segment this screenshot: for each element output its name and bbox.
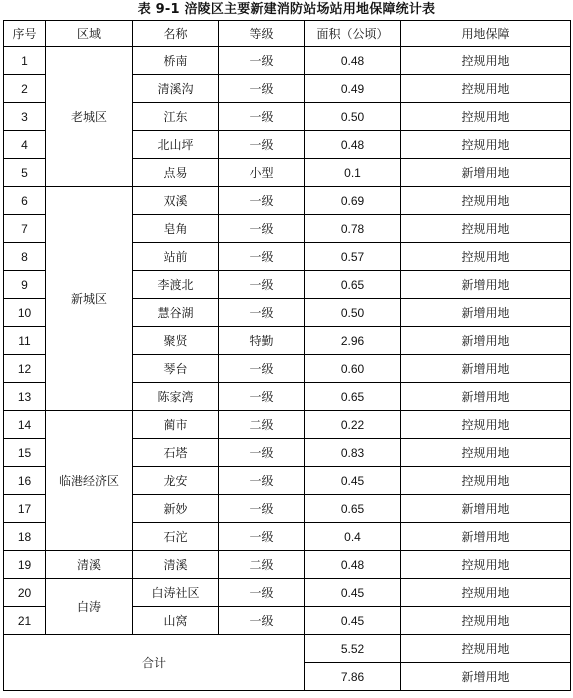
cell-district: 新城区 xyxy=(46,187,133,411)
cell-name: 皂角 xyxy=(133,215,219,243)
header-grade: 等级 xyxy=(219,21,305,47)
cell-area: 0.45 xyxy=(305,467,401,495)
cell-area: 0.60 xyxy=(305,355,401,383)
cell-index: 21 xyxy=(4,607,46,635)
cell-district: 老城区 xyxy=(46,47,133,187)
cell-index: 8 xyxy=(4,243,46,271)
cell-area: 0.50 xyxy=(305,299,401,327)
cell-area: 0.48 xyxy=(305,47,401,75)
cell-grade: 特勤 xyxy=(219,327,305,355)
cell-grade: 一级 xyxy=(219,467,305,495)
cell-guarantee: 控规用地 xyxy=(401,187,571,215)
cell-area: 0.4 xyxy=(305,523,401,551)
cell-guarantee: 新增用地 xyxy=(401,327,571,355)
cell-grade: 一级 xyxy=(219,495,305,523)
cell-area: 0.48 xyxy=(305,551,401,579)
header-district: 区域 xyxy=(46,21,133,47)
cell-area: 0.69 xyxy=(305,187,401,215)
cell-name: 龙安 xyxy=(133,467,219,495)
cell-index: 1 xyxy=(4,47,46,75)
table-row xyxy=(4,579,571,607)
cell-grade: 一级 xyxy=(219,579,305,607)
cell-name: 陈家湾 xyxy=(133,383,219,411)
cell-area: 0.65 xyxy=(305,383,401,411)
cell-area: 0.65 xyxy=(305,495,401,523)
cell-name: 站前 xyxy=(133,243,219,271)
total-guarantee-planned: 控规用地 xyxy=(401,635,571,663)
cell-grade: 二级 xyxy=(219,411,305,439)
table-row xyxy=(4,411,571,439)
cell-guarantee: 控规用地 xyxy=(401,467,571,495)
cell-area: 0.49 xyxy=(305,75,401,103)
table-body xyxy=(4,47,571,635)
cell-index: 14 xyxy=(4,411,46,439)
cell-name: 李渡北 xyxy=(133,271,219,299)
cell-name: 琴台 xyxy=(133,355,219,383)
cell-grade: 一级 xyxy=(219,439,305,467)
cell-area: 0.57 xyxy=(305,243,401,271)
total-guarantee-new: 新增用地 xyxy=(401,663,571,691)
cell-index: 7 xyxy=(4,215,46,243)
cell-grade: 一级 xyxy=(219,215,305,243)
cell-guarantee: 控规用地 xyxy=(401,411,571,439)
total-row xyxy=(4,635,571,663)
cell-area: 0.45 xyxy=(305,607,401,635)
cell-name: 江东 xyxy=(133,103,219,131)
cell-index: 16 xyxy=(4,467,46,495)
header-index: 序号 xyxy=(4,21,46,47)
cell-index: 2 xyxy=(4,75,46,103)
cell-grade: 一级 xyxy=(219,103,305,131)
cell-area: 0.50 xyxy=(305,103,401,131)
fire-station-land-table xyxy=(3,20,571,691)
cell-index: 5 xyxy=(4,159,46,187)
total-label: 合计 xyxy=(4,635,305,691)
cell-district: 临港经济区 xyxy=(46,411,133,551)
cell-guarantee: 新增用地 xyxy=(401,495,571,523)
cell-name: 桥南 xyxy=(133,47,219,75)
cell-grade: 二级 xyxy=(219,551,305,579)
cell-index: 13 xyxy=(4,383,46,411)
cell-area: 0.45 xyxy=(305,579,401,607)
table-row xyxy=(4,47,571,75)
cell-name: 新妙 xyxy=(133,495,219,523)
cell-grade: 一级 xyxy=(219,271,305,299)
cell-index: 17 xyxy=(4,495,46,523)
header-guarantee: 用地保障 xyxy=(401,21,571,47)
cell-name: 清溪沟 xyxy=(133,75,219,103)
cell-guarantee: 新增用地 xyxy=(401,523,571,551)
cell-index: 19 xyxy=(4,551,46,579)
cell-grade: 一级 xyxy=(219,523,305,551)
cell-guarantee: 控规用地 xyxy=(401,215,571,243)
header-name: 名称 xyxy=(133,21,219,47)
cell-grade: 一级 xyxy=(219,187,305,215)
cell-grade: 一级 xyxy=(219,607,305,635)
cell-area: 2.96 xyxy=(305,327,401,355)
cell-guarantee: 控规用地 xyxy=(401,551,571,579)
cell-guarantee: 控规用地 xyxy=(401,131,571,159)
cell-grade: 一级 xyxy=(219,75,305,103)
cell-guarantee: 新增用地 xyxy=(401,159,571,187)
header-area: 面积（公顷） xyxy=(305,21,401,47)
cell-name: 点易 xyxy=(133,159,219,187)
cell-area: 0.83 xyxy=(305,439,401,467)
cell-area: 0.65 xyxy=(305,271,401,299)
cell-index: 6 xyxy=(4,187,46,215)
cell-guarantee: 新增用地 xyxy=(401,383,571,411)
cell-guarantee: 新增用地 xyxy=(401,355,571,383)
cell-guarantee: 新增用地 xyxy=(401,299,571,327)
cell-grade: 一级 xyxy=(219,243,305,271)
cell-guarantee: 控规用地 xyxy=(401,75,571,103)
cell-index: 3 xyxy=(4,103,46,131)
cell-guarantee: 控规用地 xyxy=(401,47,571,75)
cell-name: 慧谷湖 xyxy=(133,299,219,327)
cell-grade: 一级 xyxy=(219,131,305,159)
cell-index: 11 xyxy=(4,327,46,355)
cell-district: 清溪 xyxy=(46,551,133,579)
cell-name: 石塔 xyxy=(133,439,219,467)
cell-name: 双溪 xyxy=(133,187,219,215)
cell-name: 北山坪 xyxy=(133,131,219,159)
cell-name: 白涛社区 xyxy=(133,579,219,607)
cell-index: 4 xyxy=(4,131,46,159)
cell-name: 清溪 xyxy=(133,551,219,579)
cell-area: 0.1 xyxy=(305,159,401,187)
cell-guarantee: 控规用地 xyxy=(401,439,571,467)
cell-index: 20 xyxy=(4,579,46,607)
cell-grade: 一级 xyxy=(219,383,305,411)
header-row xyxy=(4,21,571,47)
cell-district: 白涛 xyxy=(46,579,133,635)
cell-index: 15 xyxy=(4,439,46,467)
cell-name: 石沱 xyxy=(133,523,219,551)
cell-grade: 小型 xyxy=(219,159,305,187)
cell-area: 0.78 xyxy=(305,215,401,243)
table-row xyxy=(4,187,571,215)
cell-area: 0.22 xyxy=(305,411,401,439)
cell-index: 10 xyxy=(4,299,46,327)
cell-index: 9 xyxy=(4,271,46,299)
cell-name: 山窝 xyxy=(133,607,219,635)
cell-index: 12 xyxy=(4,355,46,383)
cell-name: 蔺市 xyxy=(133,411,219,439)
cell-guarantee: 新增用地 xyxy=(401,271,571,299)
cell-area: 0.48 xyxy=(305,131,401,159)
cell-guarantee: 控规用地 xyxy=(401,103,571,131)
total-area-new: 7.86 xyxy=(305,663,401,691)
cell-grade: 一级 xyxy=(219,355,305,383)
cell-index: 18 xyxy=(4,523,46,551)
table-row xyxy=(4,551,571,579)
table-title: 表 9-1 涪陵区主要新建消防站场站用地保障统计表 xyxy=(137,2,436,17)
cell-guarantee: 控规用地 xyxy=(401,579,571,607)
cell-guarantee: 控规用地 xyxy=(401,607,571,635)
cell-name: 聚贤 xyxy=(133,327,219,355)
cell-grade: 一级 xyxy=(219,47,305,75)
cell-guarantee: 控规用地 xyxy=(401,243,571,271)
cell-grade: 一级 xyxy=(219,299,305,327)
total-area-planned: 5.52 xyxy=(305,635,401,663)
